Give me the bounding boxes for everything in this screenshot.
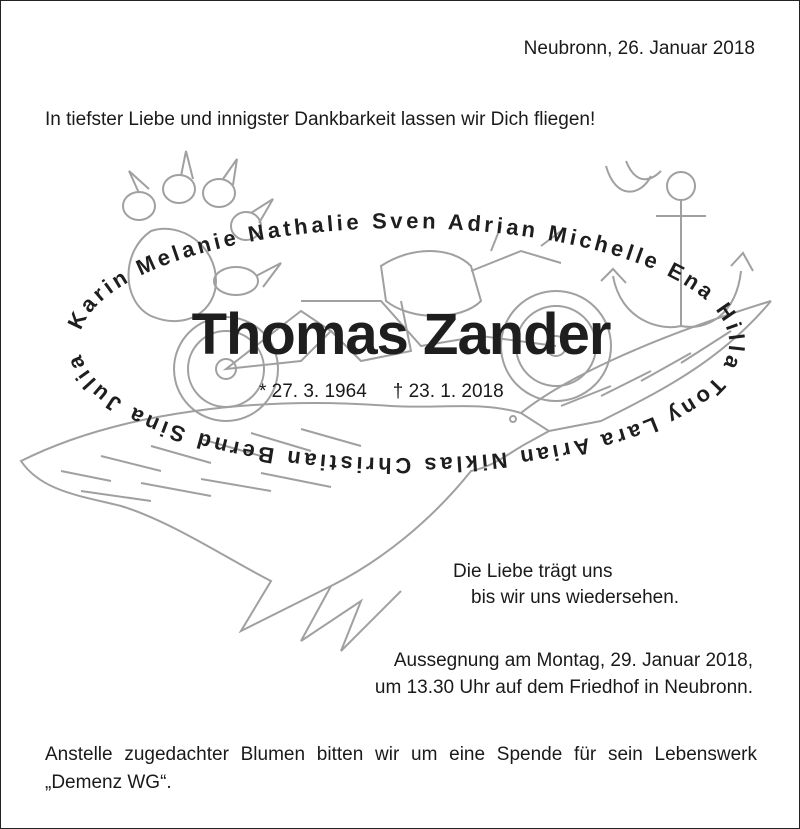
deceased-name: Thomas Zander	[191, 302, 611, 367]
place-date: Neubronn, 26. Januar 2018	[523, 38, 755, 59]
donation-note: Anstelle zugedachter Blumen bitten wir um eine Spende für sein Lebenswerk „Demenz WG“.	[45, 744, 757, 793]
names-ring-textpath: Karin Melanie Nathalie Sven Adrian Michelle Ena Hilla Tony Lara Arian Niklas Christian Bernd Sina Julia	[61, 208, 750, 479]
service-line-1: Aussegnung am Montag, 29. Januar 2018,	[393, 650, 753, 671]
service-info	[375, 647, 753, 701]
names-ring	[1, 1, 800, 829]
death-date: † 23. 1. 2018	[392, 381, 504, 402]
quote-line-2: bis wir uns wiedersehen.	[471, 587, 680, 608]
quote	[411, 559, 711, 611]
intro-line: In tiefster Liebe und innigster Dankbarkeit lassen wir Dich fliegen!	[45, 109, 596, 130]
service-line-2: um 13.30 Uhr auf dem Friedhof in Neubronn.	[374, 677, 753, 698]
quote-line-1: Die Liebe trägt uns	[453, 561, 613, 582]
life-dates	[259, 381, 530, 403]
birth-date: * 27. 3. 1964	[259, 381, 367, 402]
